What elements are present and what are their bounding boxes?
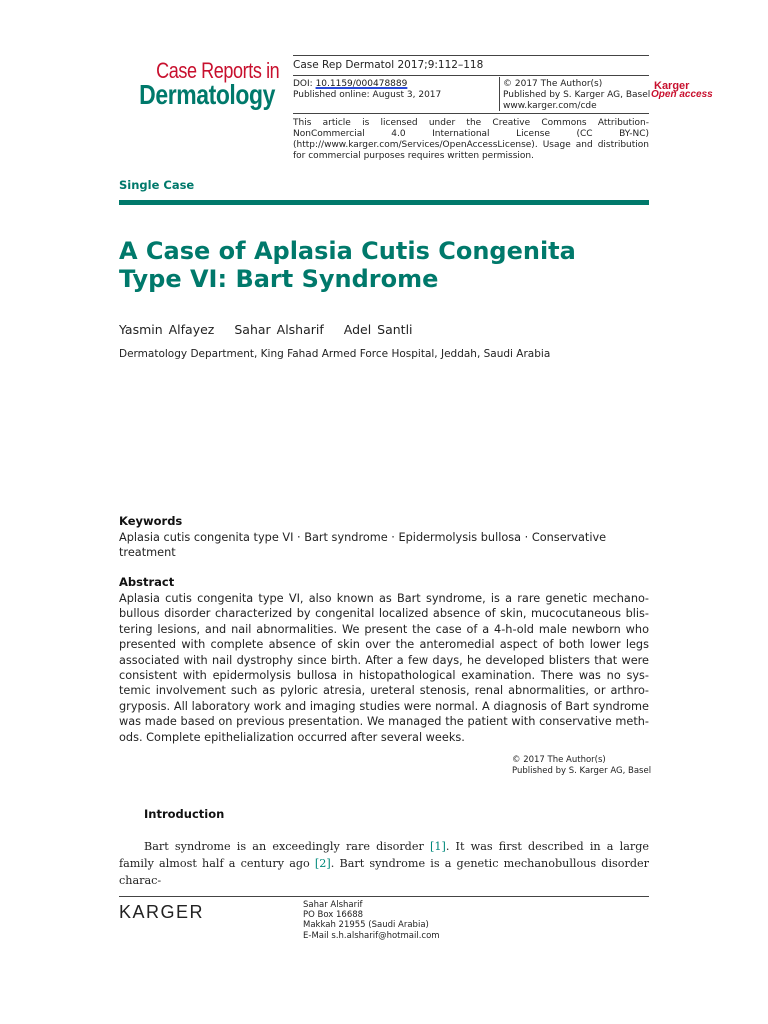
contact-name: Sahar Alsharif	[303, 900, 363, 910]
karger-brand-mark: Karger	[654, 80, 690, 92]
journal-logo-line2: Dermatology	[139, 79, 275, 110]
license-text: This article is licensed under the Creative Commons Attribution-NonCommercial 4.0 International License (CC BY-NC) (http://www.karger.com/Services/OpenAccessLicense). Usage and distribution for commercial purposes requires written permission.	[293, 118, 649, 161]
section-rule	[119, 200, 649, 205]
footer-rule	[119, 896, 649, 897]
abstract-publisher-line: Published by S. Karger AG, Basel	[512, 766, 652, 776]
abstract-copyright	[512, 755, 651, 777]
abstract-copyright-line: © 2017 The Author(s)	[512, 755, 606, 765]
header-mid-rule	[293, 75, 649, 76]
keywords-heading: Keywords	[119, 514, 183, 528]
author-name: Yasmin Alfayez	[119, 322, 215, 337]
abstract-heading: Abstract	[119, 575, 175, 589]
author-list	[119, 322, 427, 337]
contact-po-box: PO Box 16688	[303, 910, 364, 921]
section-label: Single Case	[119, 178, 195, 192]
karger-footer-logo: KARGER	[119, 902, 205, 922]
doi-line	[293, 79, 407, 90]
intro-text-part: . Bart syndrome is a genetic mechanobullous disorder charac-	[119, 857, 650, 887]
header-copyright: © 2017 The Author(s)	[503, 79, 603, 89]
introduction-heading: Introduction	[144, 807, 225, 821]
header-separator	[499, 77, 500, 111]
open-access-mark: Open access	[651, 89, 713, 100]
affiliation: Dermatology Department, King Fahad Armed Force Hospital, Jeddah, Saudi Arabia	[119, 348, 551, 360]
intro-text-part: . It was first described in a large family almost half a century ago	[119, 840, 649, 870]
citation: Case Rep Dermatol 2017;9:112–118	[293, 59, 484, 71]
keywords-text: Aplasia cutis congenita type VI · Bart syndrome · Epidermolysis bullosa · Conservative treatment	[119, 531, 607, 560]
journal-logo-line1: Case Reports in	[156, 58, 280, 83]
article-title: A Case of Aplasia Cutis Congenita Type VI: Bart Syndrome	[119, 237, 576, 293]
header-website[interactable]: www.karger.com/cde	[503, 101, 597, 111]
intro-text-part: Bart syndrome is an exceedingly rare disorder	[144, 840, 430, 853]
contact-email[interactable]: E-Mail s.h.alsharif@hotmail.com	[303, 930, 440, 941]
doi-link[interactable]: 10.1159/000478889	[315, 79, 408, 89]
introduction-text	[119, 838, 649, 889]
published-date: Published online: August 3, 2017	[293, 90, 442, 100]
correspondence-block	[303, 900, 440, 941]
doi-label: DOI:	[293, 79, 316, 89]
abstract-text: Aplasia cutis congenita type VI, also known as Bart syndrome, is a rare genetic mechanobullous disorder characterized by congenital localized absence of skin, mucocutaneous blistering lesions, and nail abnormalities. We present the case of a 4-h-old male newborn who presented with complete absence of skin over the anteromedial aspect of both lower legs associated with nail dystrophy since birth. After a few days, he developed blisters that were consistent with epidermolysis bullosa in histopathological examination. There was no systemic involvement such as pyloric atresia, ureteral stenosis, renal abnormalities, or arthrogryposis. All laboratory work and imaging studies were normal. A diagnosis of Bart syndrome was made based on previous presentation. We managed the patient with conservative methods. Complete epithelialization occurred after several weeks.	[119, 592, 649, 744]
author-name: Adel Santli	[343, 322, 413, 337]
header-bottom-rule	[293, 113, 649, 114]
header-publisher: Published by S. Karger AG, Basel	[503, 90, 651, 100]
author-name: Sahar Alsharif	[234, 322, 324, 337]
reference-link[interactable]: [2]	[314, 857, 331, 870]
contact-city: Makkah 21955 (Saudi Arabia)	[303, 920, 429, 931]
reference-link[interactable]: [1]	[429, 840, 446, 853]
header-top-rule	[293, 55, 649, 56]
